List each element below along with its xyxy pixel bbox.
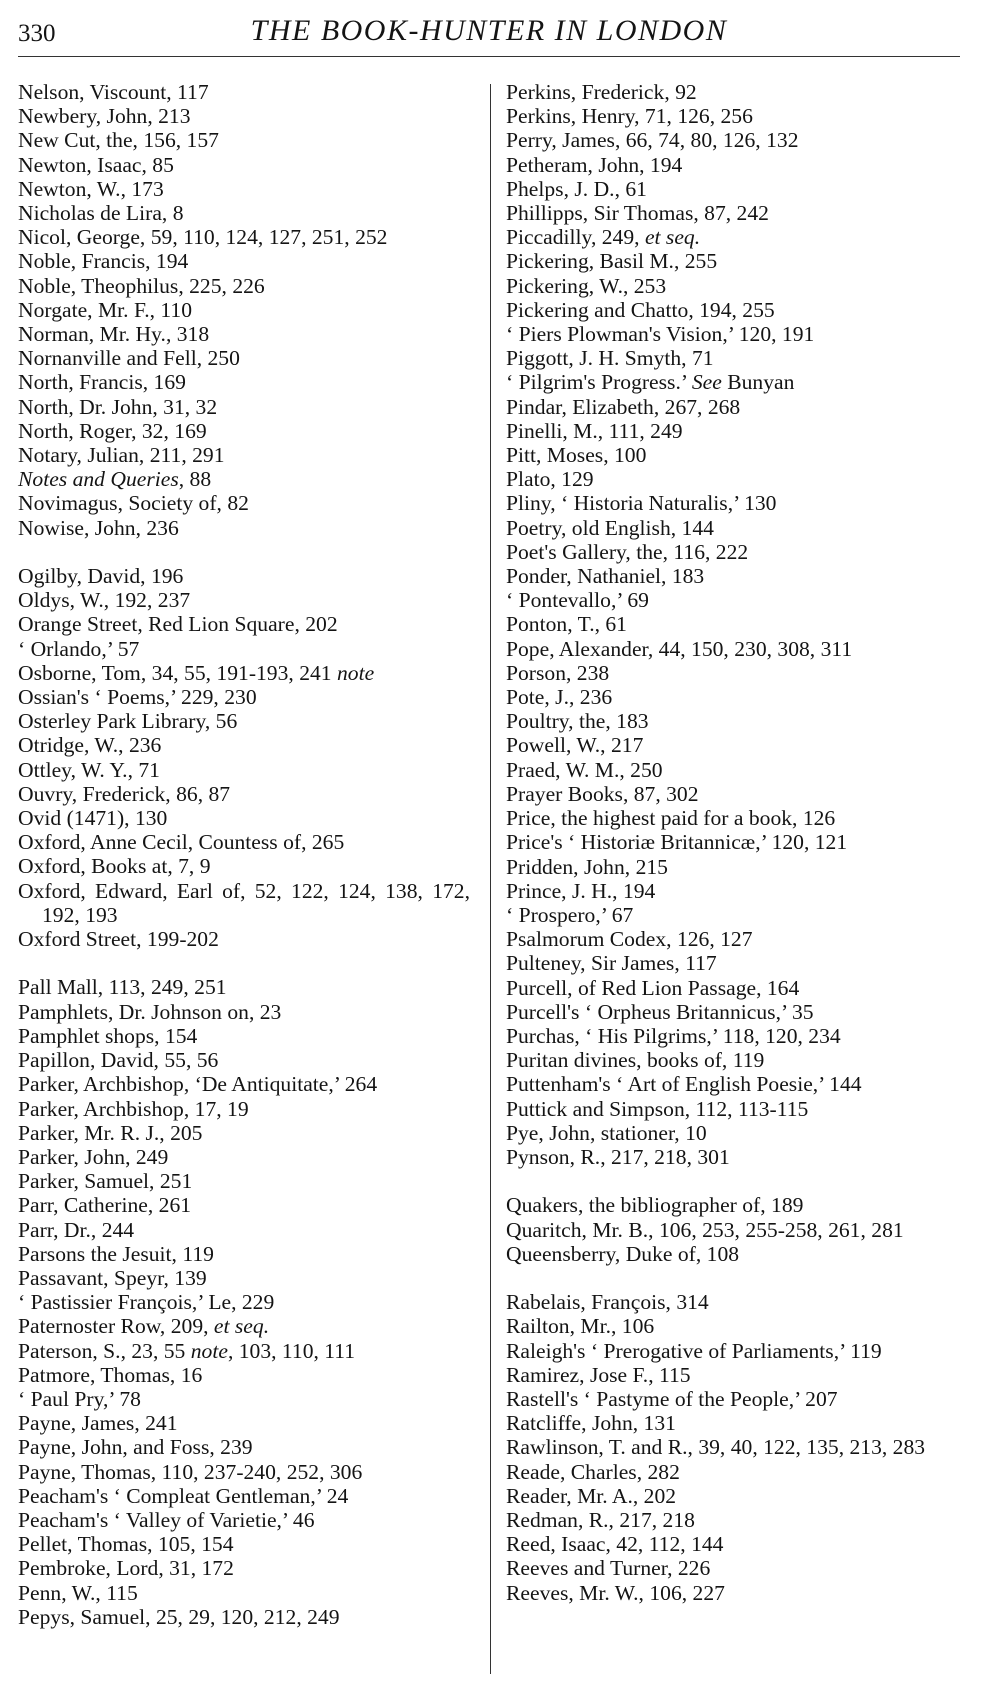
entry-text: Nelson, Viscount, 117 <box>18 80 209 104</box>
page-number: 330 <box>18 20 56 47</box>
entry-text: Notary, Julian, 211, 291 <box>18 443 225 468</box>
index-entry <box>18 1556 470 1580</box>
index-entry <box>506 1072 966 1096</box>
index-entry <box>18 1387 470 1411</box>
index-entry <box>18 1363 470 1387</box>
index-entry <box>18 1266 470 1290</box>
entry-text: ‘ Paul Pry,’ 78 <box>18 1386 141 1411</box>
entry-text: Pitt, Moses, 100 <box>506 443 647 468</box>
index-entry <box>18 80 470 104</box>
index-entry <box>18 1339 470 1363</box>
index-entry <box>18 685 470 709</box>
entry-text: New Cut, the, 156, 157 <box>18 128 219 153</box>
index-entry <box>506 612 966 636</box>
entry-text: Powell, W., 217 <box>506 733 644 758</box>
entry-text: Rawlinson, T. and R., 39, 40, 122, 135, 213, 283 <box>506 1435 926 1460</box>
entry-text: Prayer Books, 87, 302 <box>506 781 699 806</box>
entry-text: Parr, Dr., 244 <box>18 1217 135 1242</box>
index-entry <box>506 322 966 346</box>
entry-text: Nowise, John, 236 <box>18 515 179 540</box>
index-column-left <box>18 80 470 1629</box>
entry-text: ‘ Pontevallo,’ 69 <box>506 588 649 613</box>
entry-text: Nicholas de Lira, 8 <box>18 201 184 226</box>
column-divider <box>490 84 491 1674</box>
entry-pages: , 103, 110, 111 <box>227 1338 356 1363</box>
index-entry <box>18 709 470 733</box>
index-entry <box>506 1193 966 1217</box>
index-entry <box>506 1000 966 1024</box>
entry-text: Perkins, Henry, 71, 126, 256 <box>506 104 753 129</box>
entry-text: Peacham's ‘ Compleat Gentleman,’ 24 <box>18 1483 349 1508</box>
entry-text: Ratcliffe, John, 131 <box>506 1411 676 1436</box>
entry-text: Psalmorum Codex, 126, 127 <box>506 927 753 952</box>
entry-text: Pickering, W., 253 <box>506 273 667 298</box>
index-entry <box>506 758 966 782</box>
entry-italic-note: note <box>190 1338 228 1363</box>
index-entry <box>18 1532 470 1556</box>
index-entry <box>18 879 470 927</box>
index-entry <box>18 1072 470 1096</box>
entry-italic-note: See <box>691 370 722 395</box>
entry-text: Passavant, Speyr, 139 <box>18 1265 207 1290</box>
entry-text: Price's ‘ Historiæ Britannicæ,’ 120, 121 <box>506 830 848 855</box>
entry-text: Pindar, Elizabeth, 267, 268 <box>506 394 741 419</box>
entry-text: Raleigh's ‘ Prerogative of Parliaments,’ 119 <box>506 1338 882 1363</box>
index-entry <box>506 637 966 661</box>
index-entry <box>18 1000 470 1024</box>
index-entry <box>506 1121 966 1145</box>
index-entry <box>18 782 470 806</box>
index-entry <box>506 733 966 757</box>
index-entry <box>506 491 966 515</box>
entry-text: Parker, Archbishop, ‘De Antiquitate,’ 264 <box>18 1072 378 1097</box>
entry-text: Purchas, ‘ His Pilgrims,’ 118, 120, 234 <box>506 1023 841 1048</box>
entry-text: Rastell's ‘ Pastyme of the People,’ 207 <box>506 1386 838 1411</box>
index-entry <box>18 467 470 491</box>
index-entry <box>506 903 966 927</box>
index-entry <box>506 419 966 443</box>
entry-text: Norgate, Mr. F., 110 <box>18 297 193 322</box>
entry-text: Pamphlets, Dr. Johnson on, 23 <box>18 999 282 1024</box>
entry-text: Payne, Thomas, 110, 237-240, 252, 306 <box>18 1459 363 1484</box>
index-entry <box>18 201 470 225</box>
index-entry <box>18 1193 470 1217</box>
index-entry <box>506 855 966 879</box>
entry-text: Pynson, R., 217, 218, 301 <box>506 1144 730 1169</box>
entry-text: Price, the highest paid for a book, 126 <box>506 806 836 831</box>
index-entry <box>506 1387 966 1411</box>
entry-text: North, Dr. John, 31, 32 <box>18 394 218 419</box>
index-entry <box>506 806 966 830</box>
index-entry <box>18 249 470 273</box>
index-entry <box>18 491 470 515</box>
running-title: THE BOOK-HUNTER IN LONDON <box>250 14 728 47</box>
index-entry <box>18 661 470 685</box>
entry-text: Porson, 238 <box>506 660 610 685</box>
index-entry <box>506 1363 966 1387</box>
entry-text: Parker, Mr. R. J., 205 <box>18 1120 203 1145</box>
entry-text: Papillon, David, 55, 56 <box>18 1048 219 1073</box>
index-entry <box>506 588 966 612</box>
index-entry <box>18 758 470 782</box>
section-gap <box>506 1169 966 1193</box>
entry-text: Ponton, T., 61 <box>506 612 627 637</box>
entry-text: North, Roger, 32, 169 <box>18 418 207 443</box>
entry-text: Purcell's ‘ Orpheus Britannicus,’ 35 <box>506 999 814 1024</box>
index-entry <box>506 540 966 564</box>
index-entry <box>506 1532 966 1556</box>
index-entry <box>506 976 966 1000</box>
section-gap <box>18 540 470 564</box>
entry-text: Penn, W., 115 <box>18 1580 138 1605</box>
entry-text: Puttick and Simpson, 112, 113-115 <box>506 1096 809 1121</box>
index-entry <box>506 1097 966 1121</box>
entry-text: North, Francis, 169 <box>18 370 186 395</box>
index-entry <box>18 1460 470 1484</box>
entry-text: Payne, James, 241 <box>18 1411 178 1436</box>
index-entry <box>18 1218 470 1242</box>
index-entry <box>18 346 470 370</box>
entry-text: Pridden, John, 215 <box>506 854 668 879</box>
entry-text: Quakers, the bibliographer of, 189 <box>506 1193 804 1218</box>
entry-text: Pope, Alexander, 44, 150, 230, 308, 311 <box>506 636 853 661</box>
entry-text: Paternoster Row, 209, <box>18 1314 214 1339</box>
entry-text: Novimagus, Society of, 82 <box>18 491 249 516</box>
entry-text: Noble, Theophilus, 225, 226 <box>18 273 265 298</box>
section-gap <box>18 951 470 975</box>
index-entry <box>18 1484 470 1508</box>
index-entry <box>18 637 470 661</box>
index-entry <box>506 1314 966 1338</box>
index-entry <box>506 685 966 709</box>
entry-text: Parker, Archbishop, 17, 19 <box>18 1096 249 1121</box>
page-header <box>18 6 960 58</box>
index-entry <box>506 1556 966 1580</box>
index-entry <box>506 467 966 491</box>
entry-text: Paterson, S., 23, 55 <box>18 1338 191 1363</box>
index-entry <box>18 1314 470 1338</box>
index-entry <box>506 346 966 370</box>
index-entry <box>18 104 470 128</box>
index-entry <box>18 927 470 951</box>
entry-text: Ottley, W. Y., 71 <box>18 757 160 782</box>
index-entry <box>506 661 966 685</box>
entry-text: Petheram, John, 194 <box>506 152 683 177</box>
index-entry <box>18 370 470 394</box>
entry-text: ‘ Pilgrim's Progress.’ <box>506 370 692 395</box>
entry-text: Reeves and Turner, 226 <box>506 1556 711 1581</box>
index-entry <box>506 1024 966 1048</box>
entry-text: Puttenham's ‘ Art of English Poesie,’ 144 <box>506 1072 862 1097</box>
entry-text: Reeves, Mr. W., 106, 227 <box>506 1580 725 1605</box>
index-entry <box>18 1508 470 1532</box>
entry-text: Pellet, Thomas, 105, 154 <box>18 1532 234 1557</box>
entry-text: Parr, Catherine, 261 <box>18 1193 192 1218</box>
entry-text: Piccadilly, 249, <box>506 225 645 250</box>
index-entry <box>18 1581 470 1605</box>
entry-text: Pye, John, stationer, 10 <box>506 1120 707 1145</box>
entry-text: Railton, Mr., 106 <box>506 1314 655 1339</box>
index-entry <box>506 153 966 177</box>
index-entry <box>506 830 966 854</box>
entry-text: Newbery, John, 213 <box>18 104 191 129</box>
index-entry <box>18 274 470 298</box>
entry-text: Pepys, Samuel, 25, 29, 120, 212, 249 <box>18 1604 340 1629</box>
index-entry <box>18 1097 470 1121</box>
entry-text: Ouvry, Frederick, 86, 87 <box>18 781 231 806</box>
entry-text: Osterley Park Library, 56 <box>18 709 238 734</box>
index-entry <box>506 1435 966 1459</box>
header-rule <box>18 56 960 57</box>
index-entry <box>506 201 966 225</box>
entry-text: Pote, J., 236 <box>506 685 613 710</box>
entry-text: Otridge, W., 236 <box>18 733 162 758</box>
entry-text: Reade, Charles, 282 <box>506 1459 680 1484</box>
entry-text: Phelps, J. D., 61 <box>506 176 647 201</box>
entry-text: Peacham's ‘ Valley of Varietie,’ 46 <box>18 1507 315 1532</box>
index-entry <box>18 322 470 346</box>
index-entry <box>18 395 470 419</box>
entry-text: Redman, R., 217, 218 <box>506 1507 695 1532</box>
entry-text: Perkins, Frederick, 92 <box>506 80 697 104</box>
index-entry <box>506 298 966 322</box>
entry-text: Poultry, the, 183 <box>506 709 649 734</box>
index-entry <box>18 443 470 467</box>
entry-text: Oxford, Anne Cecil, Countess of, 265 <box>18 830 345 855</box>
index-entry <box>506 128 966 152</box>
index-entry <box>506 80 966 104</box>
index-entry <box>18 1024 470 1048</box>
index-entry <box>506 1508 966 1532</box>
entry-text: Osborne, Tom, 34, 55, 191-193, 241 <box>18 660 337 685</box>
index-entry <box>506 1145 966 1169</box>
entry-text: Piggott, J. H. Smyth, 71 <box>506 346 714 371</box>
entry-text: Notes and Queries <box>18 467 179 492</box>
index-entry <box>18 612 470 636</box>
entry-text: Puritan divines, books of, 119 <box>506 1048 765 1073</box>
entry-text: Pamphlet shops, 154 <box>18 1023 198 1048</box>
entry-pages: , 88 <box>178 467 212 492</box>
index-entry <box>506 274 966 298</box>
entry-text: Oxford Street, 199-202 <box>18 927 219 952</box>
entry-text: Rabelais, François, 314 <box>506 1290 709 1315</box>
index-entry <box>18 128 470 152</box>
entry-text: Noble, Francis, 194 <box>18 249 189 274</box>
index-entry <box>506 1290 966 1314</box>
index-entry <box>18 225 470 249</box>
entry-text: Parker, John, 249 <box>18 1144 169 1169</box>
entry-text: Quaritch, Mr. B., 106, 253, 255-258, 261, 281 <box>506 1217 904 1242</box>
entry-text: Ogilby, David, 196 <box>18 564 184 589</box>
entry-text: Newton, Isaac, 85 <box>18 152 174 177</box>
index-column-right <box>506 80 966 1605</box>
index-entry <box>18 1411 470 1435</box>
entry-text: ‘ Orlando,’ 57 <box>18 636 140 661</box>
entry-text: Oxford, Edward, Earl of, 52, 122, 124, 138, 172, 192, 193 <box>18 878 470 927</box>
index-entry <box>18 830 470 854</box>
index-entry <box>506 443 966 467</box>
index-entry <box>506 1048 966 1072</box>
entry-text: ‘ Prospero,’ 67 <box>506 902 634 927</box>
index-entry <box>506 104 966 128</box>
entry-text: Payne, John, and Foss, 239 <box>18 1435 253 1460</box>
index-entry <box>506 564 966 588</box>
entry-text: Ramirez, Jose F., 115 <box>506 1362 691 1387</box>
index-entry <box>506 1218 966 1242</box>
index-entry <box>506 177 966 201</box>
entry-text: Oldys, W., 192, 237 <box>18 588 191 613</box>
entry-italic-note: et seq. <box>213 1314 270 1339</box>
entry-text: Ovid (1471), 130 <box>18 806 168 831</box>
section-gap <box>506 1266 966 1290</box>
entry-text: Poet's Gallery, the, 116, 222 <box>506 539 749 564</box>
entry-text: Reader, Mr. A., 202 <box>506 1483 677 1508</box>
index-entry <box>18 177 470 201</box>
index-entry <box>506 225 966 249</box>
entry-text: Perry, James, 66, 74, 80, 126, 132 <box>506 128 799 153</box>
index-entry <box>506 1460 966 1484</box>
entry-text: Queensberry, Duke of, 108 <box>506 1241 740 1266</box>
entry-text: Pinelli, M., 111, 249 <box>506 418 683 443</box>
entry-text: Praed, W. M., 250 <box>506 757 663 782</box>
entry-pages: Bunyan <box>721 370 795 395</box>
index-entry <box>506 1581 966 1605</box>
entry-text: Norman, Mr. Hy., 318 <box>18 322 210 347</box>
entry-text: Plato, 129 <box>506 467 594 492</box>
index-entry <box>18 733 470 757</box>
entry-text: Phillipps, Sir Thomas, 87, 242 <box>506 201 769 226</box>
index-entry <box>18 1169 470 1193</box>
index-entry <box>18 1605 470 1629</box>
index-entry <box>18 1242 470 1266</box>
index-entry <box>506 395 966 419</box>
index-entry <box>18 298 470 322</box>
index-entry <box>506 879 966 903</box>
entry-text: Parsons the Jesuit, 119 <box>18 1241 214 1266</box>
entry-text: Pickering and Chatto, 194, 255 <box>506 297 775 322</box>
index-entry <box>18 564 470 588</box>
index-entry <box>18 1121 470 1145</box>
index-entry <box>18 1290 470 1314</box>
index-entry <box>18 1145 470 1169</box>
index-entry <box>18 1048 470 1072</box>
entry-text: ‘ Pastissier François,’ Le, 229 <box>18 1290 275 1315</box>
entry-text: Nicol, George, 59, 110, 124, 127, 251, 252 <box>18 225 388 250</box>
index-entry <box>18 806 470 830</box>
index-entry <box>506 927 966 951</box>
index-entry <box>18 588 470 612</box>
index-entry <box>506 516 966 540</box>
entry-text: Purcell, of Red Lion Passage, 164 <box>506 975 800 1000</box>
entry-text: Nornanville and Fell, 250 <box>18 346 240 371</box>
entry-text: Poetry, old English, 144 <box>506 515 714 540</box>
entry-text: Pickering, Basil M., 255 <box>506 249 718 274</box>
index-entry <box>18 153 470 177</box>
entry-text: Pulteney, Sir James, 117 <box>506 951 717 976</box>
index-entry <box>506 249 966 273</box>
entry-text: Prince, J. H., 194 <box>506 878 656 903</box>
index-entry <box>506 1484 966 1508</box>
entry-text: Pembroke, Lord, 31, 172 <box>18 1556 234 1581</box>
entry-text: ‘ Piers Plowman's Vision,’ 120, 191 <box>506 322 815 347</box>
index-entry <box>18 854 470 878</box>
entry-text: Newton, W., 173 <box>18 176 164 201</box>
entry-text: Oxford, Books at, 7, 9 <box>18 854 211 879</box>
entry-text: Pall Mall, 113, 249, 251 <box>18 975 227 1000</box>
entry-text: Orange Street, Red Lion Square, 202 <box>18 612 338 637</box>
index-entry <box>506 709 966 733</box>
index-entry <box>18 975 470 999</box>
entry-text: Pliny, ‘ Historia Naturalis,’ 130 <box>506 491 777 516</box>
index-entry <box>18 419 470 443</box>
index-entry <box>506 1242 966 1266</box>
entry-text: Reed, Isaac, 42, 112, 144 <box>506 1532 724 1557</box>
entry-italic-note: et seq. <box>644 225 701 250</box>
entry-text: Parker, Samuel, 251 <box>18 1169 193 1194</box>
index-entry <box>506 1411 966 1435</box>
index-entry <box>18 516 470 540</box>
entry-text: Patmore, Thomas, 16 <box>18 1362 203 1387</box>
entry-text: Ponder, Nathaniel, 183 <box>506 564 705 589</box>
entry-text: Ossian's ‘ Poems,’ 229, 230 <box>18 685 257 710</box>
index-entry <box>506 370 966 394</box>
entry-italic-note: note <box>336 660 375 685</box>
index-entry <box>506 782 966 806</box>
index-entry <box>506 951 966 975</box>
index-entry <box>506 1339 966 1363</box>
index-entry <box>18 1435 470 1459</box>
